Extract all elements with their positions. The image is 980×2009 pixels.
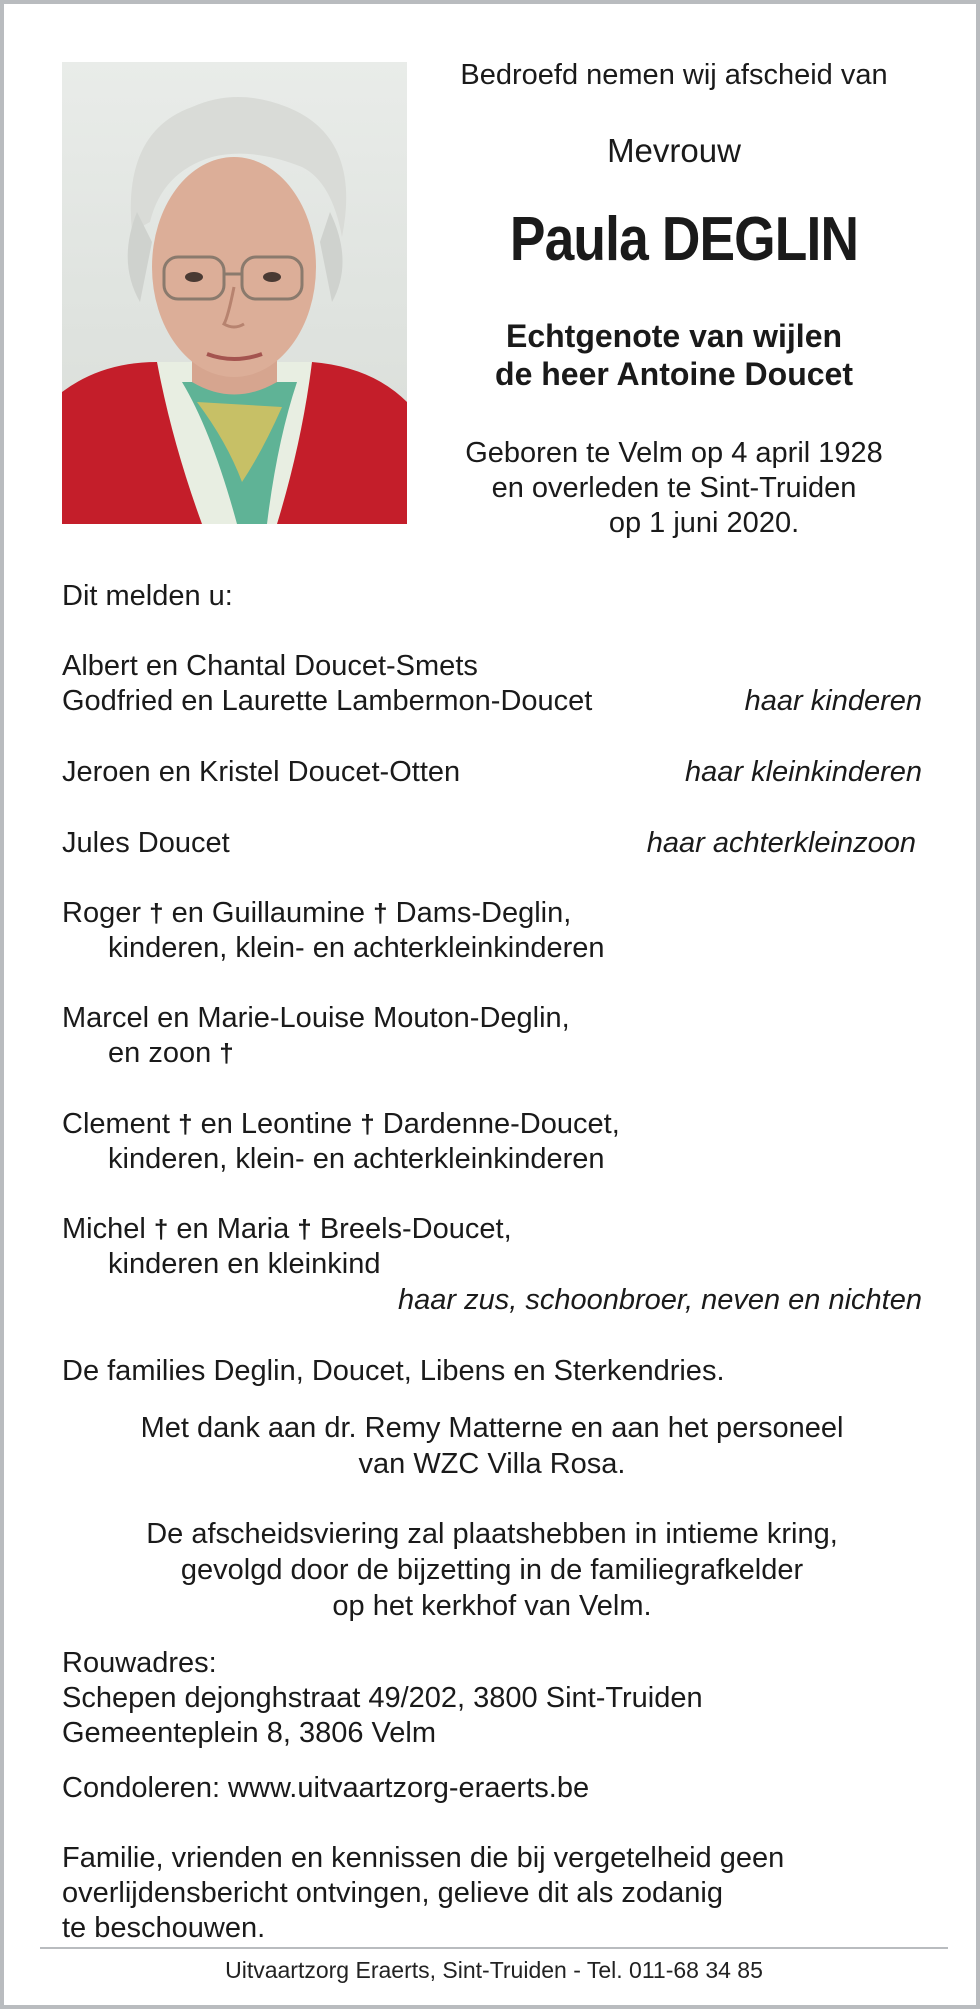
great-grandchild-relation: haar achterkleinzoon xyxy=(646,827,916,859)
ceremony-line-1: De afscheidsviering zal plaatshebben in intieme kring, xyxy=(146,1518,838,1550)
children-relation: haar kinderen xyxy=(744,685,922,717)
thanks-line-2: van WZC Villa Rosa. xyxy=(358,1448,626,1480)
cross-icon: † xyxy=(178,1109,193,1139)
notice-line-1: Familie, vrienden en kennissen die bij vergetelheid geen xyxy=(62,1842,785,1874)
clement-surname: Dardenne-Doucet, xyxy=(382,1108,620,1140)
thanks-line-1: Met dank aan dr. Remy Matterne en aan het personeel xyxy=(140,1412,844,1444)
children-names: Godfried en Laurette Lambermon-Doucet xyxy=(62,685,593,717)
life-dates xyxy=(424,436,924,541)
families-line: De families Deglin, Doucet, Libens en Sterkendries. xyxy=(62,1355,725,1387)
family-marcel: Marcel en Marie-Louise Mouton-Deglin, xyxy=(62,1002,570,1034)
roger-partner: en Guillaumine xyxy=(171,897,366,929)
family-roger xyxy=(62,896,922,931)
marcel-descendants xyxy=(62,1036,968,1071)
spouse-line-1: Echtgenote van wijlen xyxy=(505,318,843,354)
family-michel xyxy=(62,1212,922,1247)
cross-icon: † xyxy=(360,1109,375,1139)
cross-icon: † xyxy=(149,898,164,928)
address-line-1: Schepen dejonghstraat 49/202, 3800 Sint-Truiden xyxy=(62,1682,703,1714)
portrait-illustration xyxy=(62,62,407,524)
clement-descendants: kinderen, klein- en achterkleinkinderen xyxy=(108,1143,605,1175)
michel-descendants: kinderen en kleinkind xyxy=(108,1248,381,1280)
michel-surname: Breels-Doucet, xyxy=(319,1213,512,1245)
spouse-info xyxy=(424,317,924,393)
family-clement xyxy=(62,1107,922,1142)
salutation: Mevrouw xyxy=(607,132,741,169)
family-children-2 xyxy=(62,684,922,719)
announce-text: Dit melden u: xyxy=(62,580,233,612)
great-grandchild-name: Jules Doucet xyxy=(62,827,230,859)
spouse-line-2: de heer Antoine Doucet xyxy=(495,356,853,392)
roger-surname: Dams-Deglin, xyxy=(395,897,572,929)
ceremony-line-2: gevolgd door de bijzetting in de familiegrafkelder xyxy=(180,1554,804,1586)
grandchildren-names: Jeroen en Kristel Doucet-Otten xyxy=(62,756,461,788)
family-grandchildren xyxy=(62,755,922,790)
family-children-1: Albert en Chantal Doucet-Smets xyxy=(62,650,478,682)
portrait-photo xyxy=(62,62,407,524)
cross-icon: † xyxy=(297,1214,312,1244)
notice-line-3: te beschouwen. xyxy=(62,1912,266,1944)
michel-partner: en Maria xyxy=(176,1213,290,1245)
roger-descendants: kinderen, klein- en achterkleinkinderen xyxy=(108,932,605,964)
address-label: Rouwadres: xyxy=(62,1647,217,1679)
marcel-son: en zoon xyxy=(108,1037,212,1069)
clement-partner: en Leontine xyxy=(200,1108,353,1140)
cross-icon: † xyxy=(219,1038,234,1068)
footer-undertaker: Uitvaartzorg Eraerts, Sint-Truiden - Tel. 011-68 34 85 xyxy=(225,1957,763,1983)
address-block xyxy=(62,1646,703,1751)
footer-divider xyxy=(40,1947,948,1949)
ceremony-line-3: op het kerkhof van Velm. xyxy=(332,1590,652,1622)
clement-name: Clement xyxy=(62,1108,170,1140)
deceased-name: Paula DEGLIN xyxy=(509,205,859,274)
death-line: en overleden te Sint-Truiden xyxy=(491,472,857,504)
grandchildren-relation: haar kleinkinderen xyxy=(685,756,922,788)
michel-name: Michel xyxy=(62,1213,146,1245)
death-date-line: op 1 juni 2020. xyxy=(608,507,800,539)
notice-paragraph xyxy=(62,1841,784,1946)
intro-text: Bedroefd nemen wij afscheid van xyxy=(460,59,888,91)
ceremony-paragraph xyxy=(62,1516,922,1624)
birth-line: Geboren te Velm op 4 april 1928 xyxy=(465,437,883,469)
siblings-relation: haar zus, schoonbroer, neven en nichten xyxy=(398,1284,922,1316)
condolences-line: Condoleren: www.uitvaartzorg-eraerts.be xyxy=(62,1772,590,1804)
cross-icon: † xyxy=(373,898,388,928)
notice-line-2: overlijdensbericht ontvingen, gelieve dit als zodanig xyxy=(62,1877,723,1909)
cross-icon: † xyxy=(153,1214,169,1244)
address-line-2: Gemeenteplein 8, 3806 Velm xyxy=(62,1717,437,1749)
roger-name: Roger xyxy=(62,897,141,929)
family-great-grandchild xyxy=(62,826,922,861)
thanks-paragraph xyxy=(62,1410,922,1482)
